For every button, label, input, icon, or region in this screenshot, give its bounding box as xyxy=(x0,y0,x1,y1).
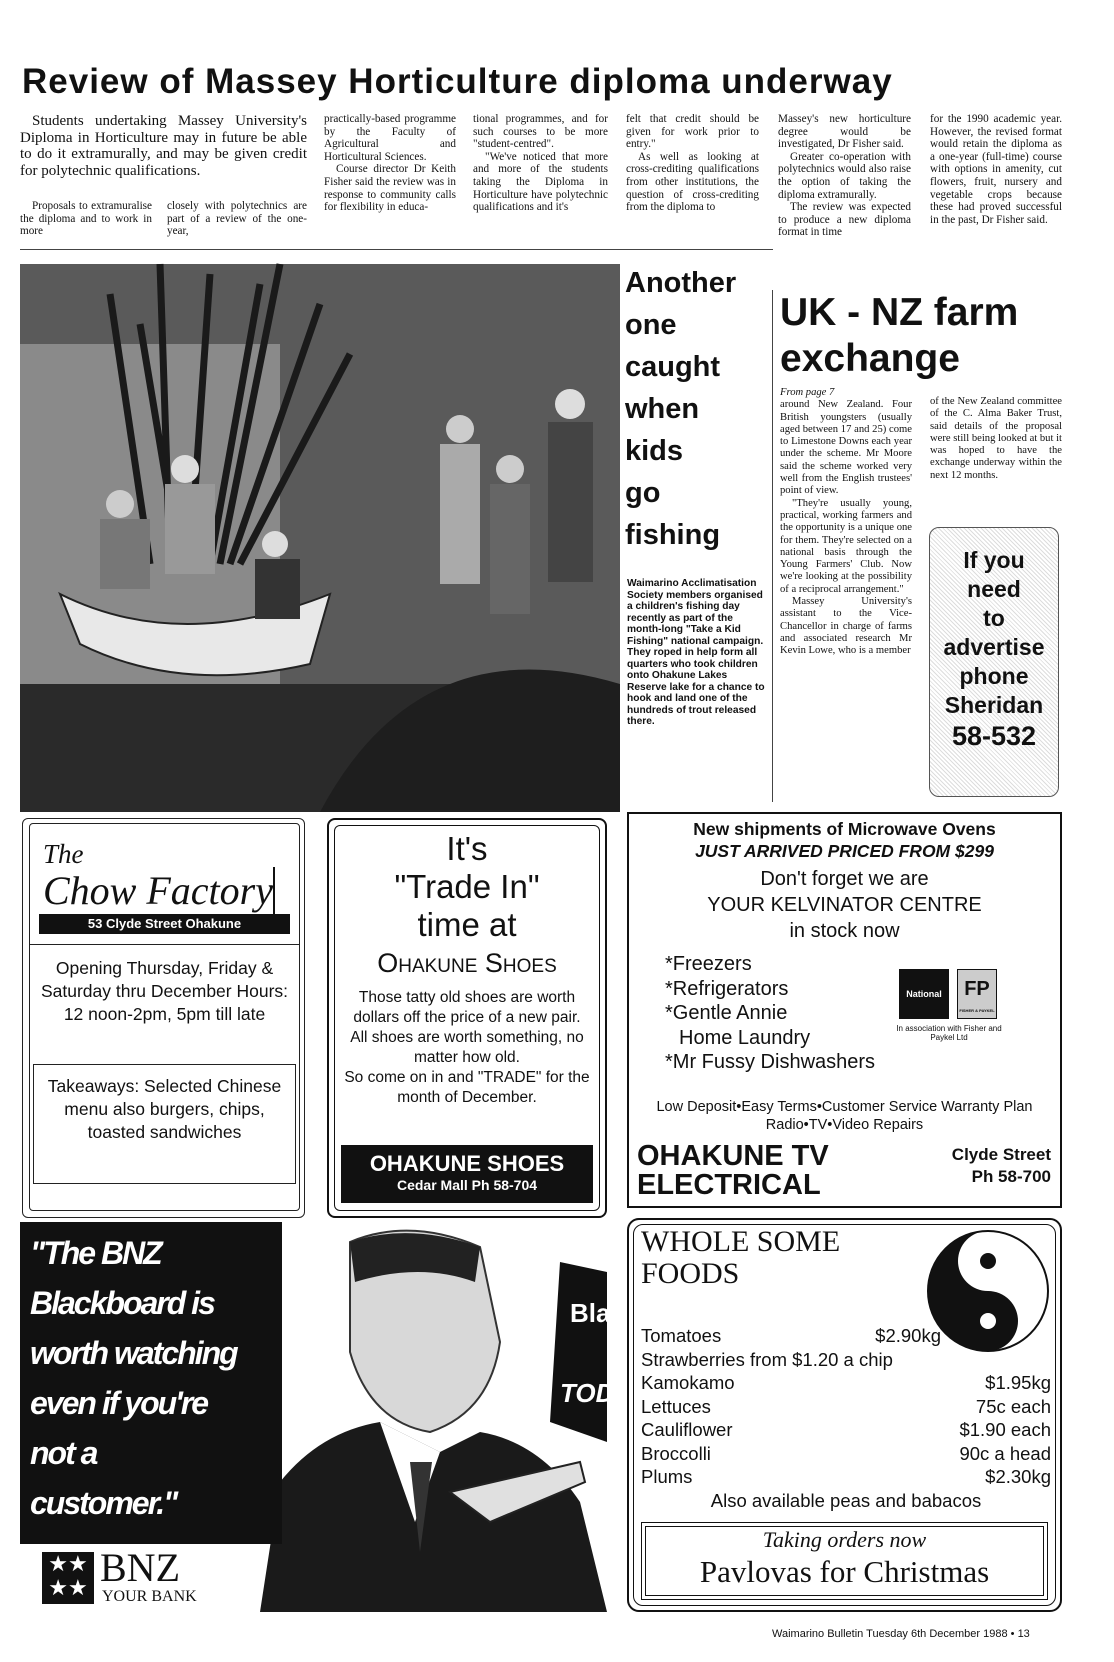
col3b-text: Course director Dr Keith Fisher said the review was in response to community calls for flexibility in educa- xyxy=(324,163,456,214)
shoes-footer-name: OHAKUNE SHOES xyxy=(369,1151,565,1176)
produce-name: Broccolli xyxy=(641,1442,711,1464)
article-col-5 xyxy=(626,113,759,214)
shoes-body xyxy=(339,988,595,1108)
col4b-text: "We've noticed that more and more of the students taking the Diploma in Horticulture have polytechnic qualifications and it's xyxy=(473,150,608,214)
col7-text: for the 1990 academic year. However, the revised format would retain the diploma as a one-year (full-time) course with options in amenity, cut flowers, fruit, nursery and vegetable crops because these had proved successful in the past, Dr Fisher said. xyxy=(930,113,1062,226)
produce-row xyxy=(641,1371,1051,1395)
col2-text: closely with polytechnics are part of a review of the one-year, xyxy=(167,200,307,238)
tv-item: Home Laundry xyxy=(679,1026,811,1049)
tv-item: *Freezers xyxy=(665,953,752,975)
shoes-body-line: Those tatty old shoes are worth dollars off the price of a new pair. xyxy=(353,989,581,1026)
bnz-board-text-1: Blac xyxy=(570,1298,625,1328)
chow-hours: Opening Thursday, Friday & Saturday thru December Hours: 12 noon-2pm, 5pm till late xyxy=(40,958,289,1024)
col4a-text: tional programmes, and for such courses to be more "student-centred". xyxy=(473,113,608,151)
tv-line-4: YOUR KELVINATOR CENTRE xyxy=(707,894,982,916)
tv-assoc: In association with Fisher and Paykel Ltd xyxy=(896,1024,1002,1042)
page-headline: Review of Massey Horticulture diploma underway xyxy=(22,62,893,101)
shoes-headline-line: It's xyxy=(446,830,488,867)
article-lead xyxy=(20,113,307,179)
tv-name: OHAKUNE TV ELECTRICAL xyxy=(637,1140,829,1201)
article-col-3 xyxy=(324,113,456,214)
bnz-logo-tag: YOUR BANK xyxy=(102,1588,197,1605)
fisher-paykel-logo xyxy=(957,969,997,1019)
shoes-headline xyxy=(334,830,600,944)
whole-foods-title: WHOLE SOME FOODS xyxy=(641,1225,841,1290)
photo-caption: Waimarino Acclimatisation Society members organised a children's fishing day recently as part of the month-long "Take a Kid Fishing" national campaign. They roped in help form all quarters who took children onto Ohakune Lakes Reserve lake for a chance to hook and land one of the hundreds of trout released there. xyxy=(627,578,765,727)
produce-name: Kamokamo xyxy=(641,1372,735,1393)
tv-electrical-ad xyxy=(627,812,1062,1208)
produce-row xyxy=(641,1395,1051,1419)
chow-the: The xyxy=(43,839,84,869)
farm-exchange-headline xyxy=(780,290,1100,382)
article-col-4 xyxy=(473,113,608,214)
col3a-text: practically-based programme by the Faculty of Agricultural and Horticultural Sciences. xyxy=(324,113,456,163)
bnz-quote-line: customer." xyxy=(30,1485,177,1521)
produce-row xyxy=(641,1442,1051,1466)
tv-item: *Mr Fussy Dishwashers xyxy=(665,1051,876,1073)
farm-headline-line-1: UK - NZ farm xyxy=(780,291,1019,334)
fp-logo-sub: FISHER & PAYKEL xyxy=(959,1008,995,1013)
produce-name: Lettuces xyxy=(641,1395,711,1417)
shoes-footer-addr: Cedar Mall Ph 58-704 xyxy=(396,1177,538,1193)
produce-price: $1.95kg xyxy=(985,1372,1051,1393)
page-footer: Waimarino Bulletin Tuesday 6th December 1988 • 13 xyxy=(772,1628,1030,1640)
produce-name: Tomatoes xyxy=(641,1325,722,1346)
pavlova-box xyxy=(641,1522,1048,1600)
produce-row xyxy=(641,1418,1051,1442)
tv-line-1: New shipments of Microwave Ovens xyxy=(693,819,996,839)
tv-street: Clyde Street xyxy=(951,1145,1051,1164)
tv-terms-line: Low Deposit•Easy Terms•Customer Service Warranty Plan xyxy=(656,1099,1033,1115)
advertise-line: If you xyxy=(963,547,1025,573)
ohakune-shoes-ad xyxy=(327,818,607,1218)
bnz-logo-name: BNZ xyxy=(100,1545,180,1590)
bnz-board-text-2: TODA xyxy=(560,1378,634,1408)
produce-also: Also available peas and babacos xyxy=(710,1489,982,1511)
chow-factory-ad xyxy=(22,818,305,1218)
headline-word: caught xyxy=(625,351,721,383)
tv-line-5: in stock now xyxy=(789,920,900,942)
rule-top xyxy=(20,249,773,250)
lead-paragraph: Students undertaking Massey University's Diploma in Horticulture may in future be able to do it extramurally, and may be given credit for polytechnic qualifications. xyxy=(20,113,307,179)
bnz-star-logo-icon: ★★ ★★ xyxy=(42,1552,94,1604)
pavlovas-text: Pavlovas for Christmas xyxy=(699,1554,990,1589)
advertise-name: Sheridan xyxy=(944,692,1044,718)
headline-word: when xyxy=(625,393,700,425)
photo-story-headline xyxy=(625,262,765,556)
bnz-quote-line: even if you're xyxy=(30,1385,208,1421)
produce-name: Plums xyxy=(641,1466,693,1487)
farm-col1c-text: Massey University's assistant to the Vice-Chancellor in charge of farms and associated research Mr Kevin Lowe, who is a member xyxy=(780,596,912,657)
from-page: From page 7 xyxy=(780,387,835,398)
article-col-1 xyxy=(20,200,152,238)
advertise-box xyxy=(929,527,1059,797)
produce-name: Cauliflower xyxy=(641,1419,733,1440)
tv-shipments xyxy=(629,818,1060,862)
produce-price: $1.90 each xyxy=(959,1419,1051,1440)
headline-word: Another xyxy=(625,267,737,299)
col5b-text: As well as looking at cross-crediting qualifications from other institutions, the question of cross-crediting from the diploma to xyxy=(626,150,759,214)
shoes-body-line: So come on in and "TRADE" for the month of December. xyxy=(344,1069,590,1106)
farm-col1b-text: "They're usually young, practical, working farmers and the opportunity is a unique one for them. They're selected on a national basis through the Young Farmers' Club. Now we're looking at the possibility of a reciprocal arrangement." xyxy=(780,497,912,595)
produce-row xyxy=(641,1465,1051,1489)
col5a-text: felt that credit should be given for work prior to entry." xyxy=(626,113,759,151)
produce-price: 75c each xyxy=(975,1395,1051,1417)
col1-text: Proposals to extramuralise the diploma and to work in more xyxy=(20,200,152,238)
col6c-text: The review was expected to produce a new diploma format in time xyxy=(778,201,911,239)
produce-list xyxy=(641,1324,1051,1512)
tv-items xyxy=(665,952,875,1075)
tv-item: *Gentle Annie xyxy=(665,1002,788,1024)
advertise-phone: 58-532 xyxy=(951,721,1037,751)
shoes-headline-line: "Trade In" xyxy=(394,868,540,905)
rule-vertical xyxy=(772,290,773,802)
whole-foods-ad xyxy=(627,1218,1062,1612)
bnz-quote-line: "The BNZ xyxy=(30,1235,161,1271)
farm-col-1 xyxy=(780,387,912,658)
bnz-ad xyxy=(20,1222,634,1612)
advertise-line: to xyxy=(983,605,1005,631)
tv-terms xyxy=(629,1098,1060,1134)
tv-phone: Ph 58-700 xyxy=(971,1167,1051,1186)
shoes-headline-line: time at xyxy=(417,906,517,943)
article-col-2 xyxy=(167,200,307,238)
farm-col1-text: around New Zealand. Four British youngsters (usually aged between 17 and 25) come to Limestone Downs each year under the scheme. Mr Moore said the scheme worked very well from the English trustees' point of view. xyxy=(780,399,912,497)
produce-row xyxy=(641,1348,1051,1372)
produce-name: Strawberries from $1.20 a chip xyxy=(641,1348,893,1370)
advertise-line: phone xyxy=(959,663,1029,689)
fishing-photo xyxy=(20,264,620,812)
shoes-footer xyxy=(341,1145,593,1203)
fp-logo-text: FP xyxy=(964,978,990,1000)
produce-price: 90c a head xyxy=(959,1442,1051,1464)
chow-name: Chow Factory xyxy=(43,868,273,913)
tv-item: *Refrigerators xyxy=(665,977,789,1000)
tv-kelvinator xyxy=(629,866,1060,944)
farm-col-2 xyxy=(930,396,1062,482)
chow-address: 53 Clyde Street Ohakune xyxy=(39,914,290,934)
col6a-text: Massey's new horticulture degree would be investigated, Dr Fisher said. xyxy=(778,113,911,151)
tv-line-2: JUST ARRIVED PRICED FROM $299 xyxy=(695,841,994,861)
orders-text: Taking orders now xyxy=(762,1527,927,1552)
headline-word: fishing xyxy=(625,519,721,551)
bnz-quote-line: not a xyxy=(30,1435,97,1471)
shoes-body-line: All shoes are worth something, no matter how old. xyxy=(350,1029,584,1066)
advertise-line: advertise xyxy=(943,634,1045,660)
bnz-quote-line: Blackboard is xyxy=(30,1285,214,1321)
headline-word: kids xyxy=(625,435,684,467)
bnz-quote-line: worth watching xyxy=(30,1335,237,1371)
headline-word: one xyxy=(625,309,677,341)
produce-row xyxy=(641,1324,1051,1348)
bnz-quote xyxy=(30,1228,290,1528)
advertise-line: need xyxy=(967,576,1021,602)
article-col-7 xyxy=(930,113,1062,226)
national-logo: National xyxy=(899,969,949,1019)
produce-price: $2.90kg xyxy=(875,1325,941,1346)
farm-col2-text: of the New Zealand committee of the C. Alma Baker Trust, said details of the proposal were still being looked at but it was hoped to have the exchange underway within the next 12 months. xyxy=(930,396,1062,481)
shoes-brand: Ohakune Shoes xyxy=(377,948,557,978)
fishing-photo-illustration xyxy=(20,264,620,812)
chow-takeaways: Takeaways: Selected Chinese menu also burgers, chips, toasted sandwiches xyxy=(33,1064,296,1184)
col6b-text: Greater co-operation with polytechnics would also raise the option of taking the diploma extramurally. xyxy=(778,150,911,201)
headline-word: go xyxy=(625,477,661,509)
article-col-6 xyxy=(778,113,911,239)
tv-address xyxy=(919,1144,1051,1188)
tv-line-3: Don't forget we are xyxy=(760,868,929,890)
produce-price: $2.30kg xyxy=(985,1466,1051,1487)
farm-headline-line-2: exchange xyxy=(780,337,960,380)
tv-repairs-line: Radio•TV•Video Repairs xyxy=(765,1117,924,1133)
